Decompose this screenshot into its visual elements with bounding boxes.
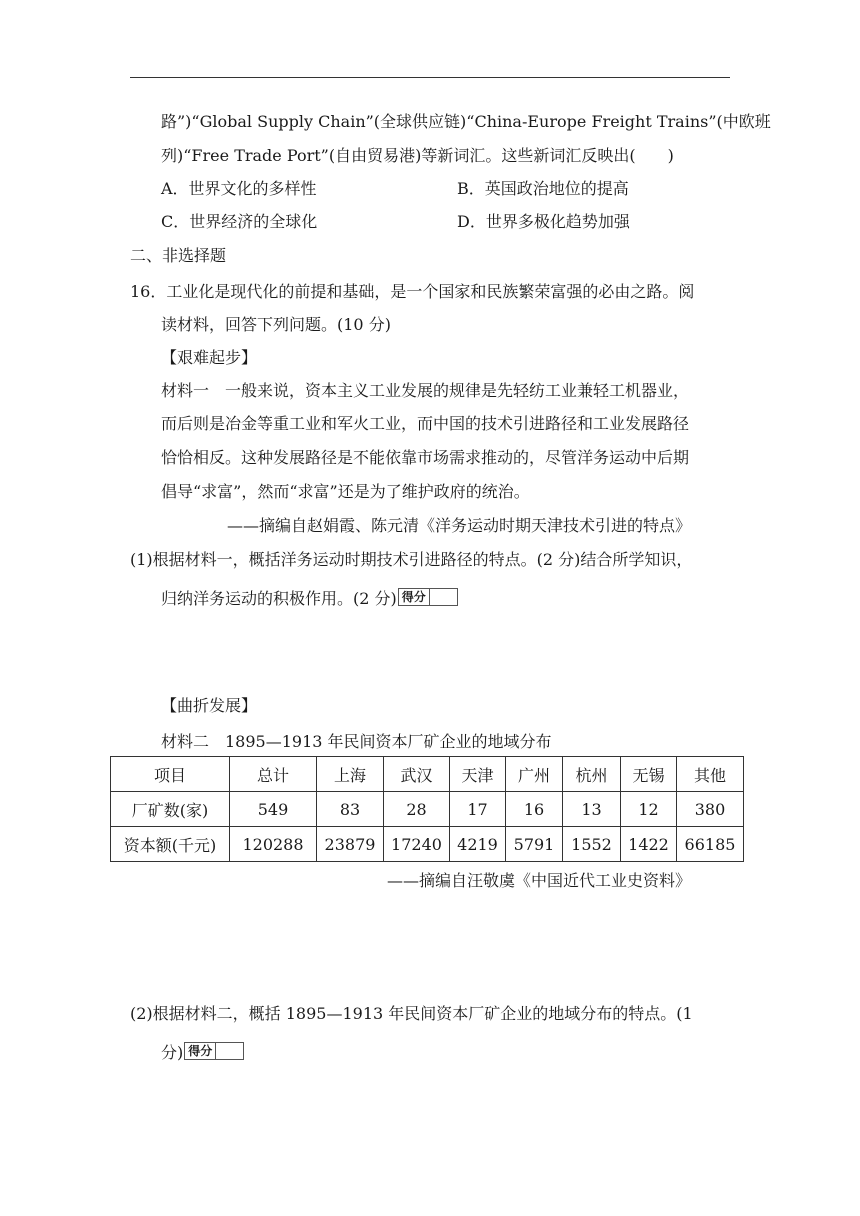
option-d: D．世界多极化趋势加强 xyxy=(457,212,630,231)
material-1-line-1: 材料一 一般来说，资本主义工业发展的规律是先轻纺工业兼轻工机器业， xyxy=(161,381,690,400)
table-header-cell: 无锡 xyxy=(621,757,677,792)
subheading-difficult-start: 【艰难起步】 xyxy=(161,348,258,367)
sub-question-2-line-1: (2)根据材料二，概括 1895—1913 年民间资本厂矿企业的地域分布的特点。(1 xyxy=(130,1004,693,1023)
table-cell: 380 xyxy=(677,792,744,827)
table-cell: 23879 xyxy=(317,827,384,862)
table-cell: 1552 xyxy=(563,827,621,862)
table-cell: 4219 xyxy=(450,827,506,862)
question-15-stem-line-1: 路”)“Global Supply Chain”(全球供应链)“China-Europe Freight Trains”(中欧班 xyxy=(161,112,771,131)
table-header-cell: 广州 xyxy=(506,757,563,792)
material-2-source: ——摘编自汪敬虞《中国近代工业史资料》 xyxy=(387,871,692,890)
table-header-cell: 天津 xyxy=(450,757,506,792)
option-c: C．世界经济的全球化 xyxy=(161,212,318,231)
material-1-source: ——摘编自赵娟霞、陈元清《洋务运动时期天津技术引进的特点》 xyxy=(227,516,692,535)
table-cell: 17240 xyxy=(384,827,450,862)
table-header-cell: 武汉 xyxy=(384,757,450,792)
table-cell: 12 xyxy=(621,792,677,827)
table-cell: 28 xyxy=(384,792,450,827)
table-cell: 66185 xyxy=(677,827,744,862)
table-cell: 13 xyxy=(563,792,621,827)
table-cell: 资本额(千元) xyxy=(111,827,230,862)
table-header-cell: 项目 xyxy=(111,757,230,792)
table-header-cell: 其他 xyxy=(677,757,744,792)
score-box-2[interactable] xyxy=(184,1042,244,1060)
question-15-stem-line-2: 列)“Free Trade Port”(自由贸易港)等新词汇。这些新词汇反映出( ) xyxy=(161,146,674,165)
header-rule xyxy=(130,77,730,78)
table-cell: 16 xyxy=(506,792,563,827)
table-cell: 83 xyxy=(317,792,384,827)
table-cell: 17 xyxy=(450,792,506,827)
question-16-stem-line-2: 读材料，回答下列问题。(10 分) xyxy=(161,315,391,334)
table-row xyxy=(111,792,744,827)
question-16-stem-line-1: 16．工业化是现代化的前提和基础，是一个国家和民族繁荣富强的必由之路。阅 xyxy=(130,282,695,301)
table-header-cell: 总计 xyxy=(230,757,317,792)
material-1-line-3: 恰恰相反。这种发展路径是不能依靠市场需求推动的，尽管洋务运动中后期 xyxy=(161,448,690,467)
table-cell: 120288 xyxy=(230,827,317,862)
score-label: 得分 xyxy=(399,589,430,605)
option-b: B．英国政治地位的提高 xyxy=(457,179,629,198)
sub-question-2-line-2 xyxy=(161,1042,244,1064)
table-row xyxy=(111,827,744,862)
score-box-1[interactable] xyxy=(398,588,458,606)
material-2-title: 材料二 1895—1913 年民间资本厂矿企业的地域分布 xyxy=(161,732,552,751)
table-header-row xyxy=(111,757,744,792)
sub-question-1-line-2 xyxy=(161,588,458,610)
sub-question-1-line-1: (1)根据材料一，概括洋务运动时期技术引进路径的特点。(2 分)结合所学知识， xyxy=(130,550,693,569)
table-cell: 549 xyxy=(230,792,317,827)
material-1-line-2: 而后则是冶金等重工业和军火工业，而中国的技术引进路径和工业发展路径 xyxy=(161,414,690,433)
table-header-cell: 杭州 xyxy=(563,757,621,792)
material-2-table xyxy=(110,756,744,862)
subheading-twisted-development: 【曲折发展】 xyxy=(161,696,258,715)
table-cell: 1422 xyxy=(621,827,677,862)
score-label: 得分 xyxy=(185,1043,216,1059)
table-cell: 厂矿数(家) xyxy=(111,792,230,827)
section-heading: 二、非选择题 xyxy=(130,246,227,265)
material-1-line-4: 倡导“求富”，然而“求富”还是为了维护政府的统治。 xyxy=(161,482,530,501)
sub-question-2-text: 分) xyxy=(161,1043,184,1062)
option-a: A．世界文化的多样性 xyxy=(161,179,317,198)
table-header-cell: 上海 xyxy=(317,757,384,792)
table-cell: 5791 xyxy=(506,827,563,862)
sub-question-1-text: 归纳洋务运动的积极作用。(2 分) xyxy=(161,589,397,608)
